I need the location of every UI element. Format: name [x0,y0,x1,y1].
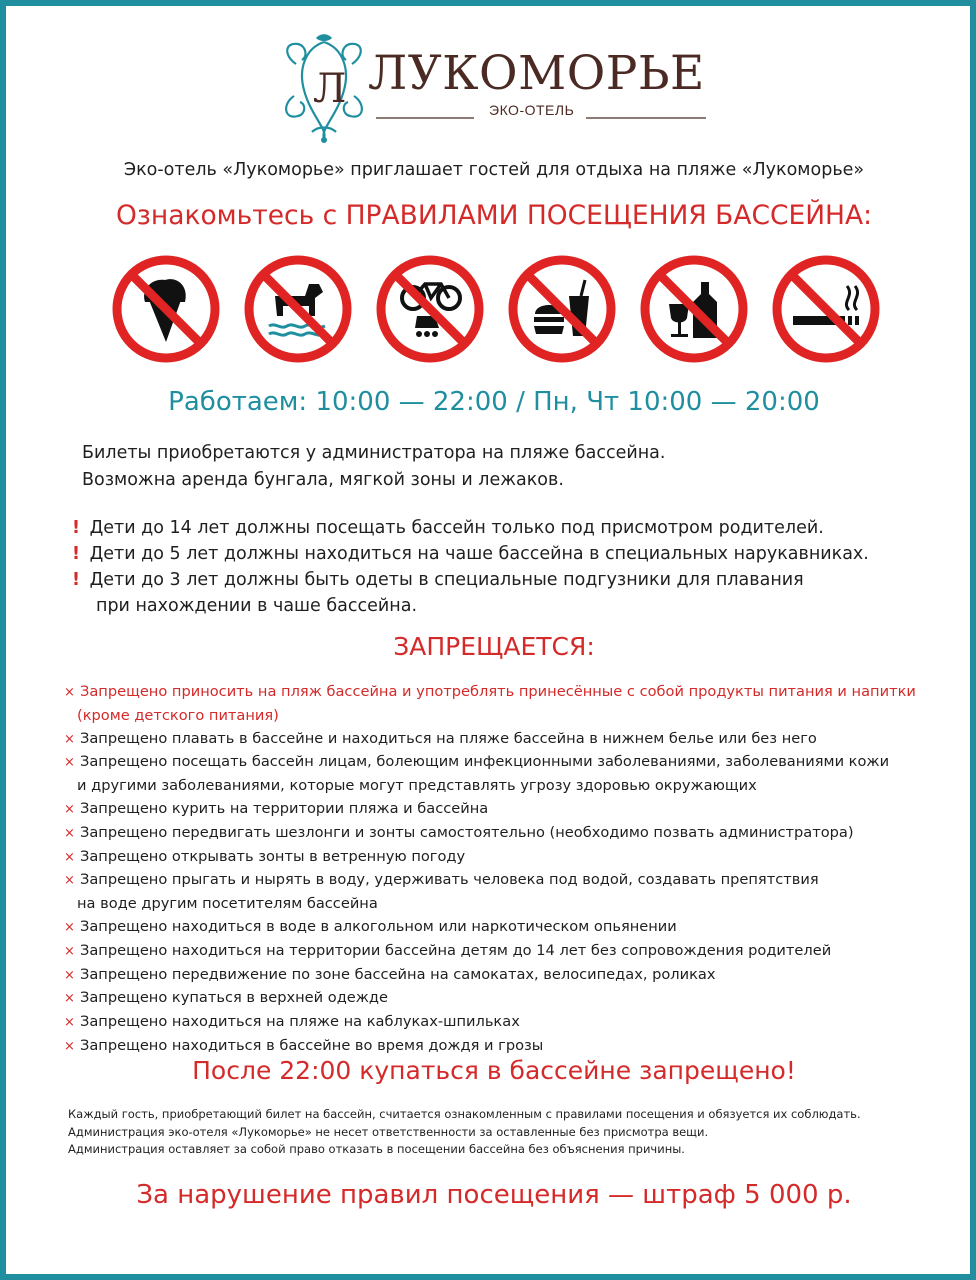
exclamation-icon: ! [72,518,80,538]
cross-icon: × [64,685,75,700]
warning-text: Дети до 14 лет должны посещать бассейн только под присмотром родителей. [89,518,824,538]
cross-icon: × [64,801,75,817]
child-warnings [72,515,869,619]
forbidden-text: Запрещено находиться на территории бассейна детям до 14 лет без сопровождения родителей [80,941,832,959]
forbidden-item [64,964,964,988]
cross-icon: × [64,943,75,959]
no-alcohol-icon [639,254,749,364]
intro-text: Эко-отель «Лукоморье» приглашает гостей для отдыха на пляже «Лукоморье» [123,160,865,180]
logo-monogram: Л [313,66,347,112]
forbidden-item [64,822,964,846]
warning-text: Дети до 5 лет должны находиться на чаше бассейна в специальных нарукавниках. [89,544,869,564]
forbidden-text: Запрещено передвигать шезлонги и зонты самостоятельно (необходимо позвать администратора) [80,823,854,841]
warning-text: Дети до 3 лет должны быть одеты в специальные подгузники для плавания [89,570,804,590]
small-print [68,1106,861,1159]
no-bicycles-rollerblades-icon [375,254,485,364]
opening-hours: Работаем: 10:00 — 22:00 / Пн, Чт 10:00 — 20:00 [168,387,820,417]
hotel-name: ЛУКОМОРЬЕ [368,46,705,101]
cross-icon: × [64,755,75,771]
forbidden-text-continued: на воде другим посетителям бассейна [77,895,378,913]
small-print-line: Каждый гость, приобретающий билет на бассейн, считается ознакомленным с правилами посещения и обязуется их соблюдать. [68,1107,861,1121]
rules-title: Ознакомьтесь с ПРАВИЛАМИ ПОСЕЩЕНИЯ БАССЕЙНА: [115,200,873,231]
small-print-line: Администрация оставляет за собой право отказать в посещении бассейна без объяснения причины. [68,1142,685,1156]
forbidden-text: Запрещено находиться на пляже на каблуках-шпильках [80,1013,520,1031]
hotel-logo [276,34,716,144]
small-print-line: Администрация эко-отеля «Лукоморье» не несет ответственности за оставленные без присмотра вещи. [68,1124,709,1139]
forbidden-text: Запрещено купаться в верхней одежде [80,989,388,1007]
exclamation-icon: ! [72,570,80,590]
cross-icon: × [64,849,75,865]
forbidden-item [64,940,964,964]
forbidden-item [64,869,964,916]
hotel-subtitle: ЭКО-ОТЕЛЬ [489,102,575,118]
cross-icon: × [64,1038,75,1054]
forbidden-item [64,846,964,870]
forbidden-text: Запрещено прыгать и нырять в воду, удерживать человека под водой, создавать препятствия [80,871,819,889]
forbidden-item [64,751,964,798]
cross-icon: × [64,991,75,1007]
after-22-notice: После 22:00 купаться в бассейне запрещено! [192,1056,796,1085]
forbidden-text: Запрещено находиться в бассейне во время дождя и грозы [80,1036,544,1054]
fine-notice: За нарушение правил посещения — штраф 5 000 р. [136,1180,852,1210]
cross-icon: × [64,873,75,889]
cross-icon: × [64,825,75,841]
warning-text-continued: при нахождении в чаше бассейна. [96,596,418,616]
forbidden-text: Запрещено передвижение по зоне бассейна на самокатах, велосипедах, роликах [80,965,716,983]
info-line: Возможна аренда бунгала, мягкой зоны и лежаков. [82,470,564,490]
forbidden-item [64,1011,964,1035]
forbidden-text: Запрещено приносить на пляж бассейна и употреблять принесённые с собой продукты питания и напитки [80,683,916,700]
forbidden-item [64,681,964,728]
forbidden-text-continued: и другими заболеваниями, которые могут представлять угрозу здоровью окружающих [77,777,757,795]
forbidden-text: Запрещено посещать бассейн лицам, болеющим инфекционными заболеваниями, заболеваниями кожи [80,753,890,771]
cross-icon: × [64,731,75,747]
forbidden-title: ЗАПРЕЩАЕТСЯ: [393,632,595,661]
forbidden-item [64,728,964,752]
forbidden-item [64,987,964,1011]
warning-item [72,541,869,567]
no-fast-food-icon [507,254,617,364]
forbidden-list [64,681,964,1059]
no-smoking-icon [771,254,881,364]
ticket-info [82,440,665,494]
forbidden-text: Запрещено открывать зонты в ветренную погоду [80,847,466,865]
cross-icon: × [64,967,75,983]
cross-icon: × [64,1015,75,1031]
forbidden-item [64,916,964,940]
forbidden-text: Запрещено находиться в воде в алкогольном или наркотическом опьянении [80,917,677,935]
warning-item [72,515,869,541]
forbidden-item [64,798,964,822]
forbidden-text-continued: (кроме детского питания) [77,706,279,724]
no-ice-cream-icon [111,254,221,364]
no-dogs-icon [243,254,353,364]
info-line: Билеты приобретаются у администратора на пляже бассейна. [82,443,666,463]
warning-item [72,567,869,619]
forbidden-text: Запрещено плавать в бассейне и находиться на пляже бассейна в нижнем белье или без него [80,729,817,747]
forbidden-text: Запрещено курить на территории пляжа и бассейна [80,799,489,817]
exclamation-icon: ! [72,544,80,564]
prohibition-signs [111,254,881,366]
cross-icon: × [64,919,75,935]
